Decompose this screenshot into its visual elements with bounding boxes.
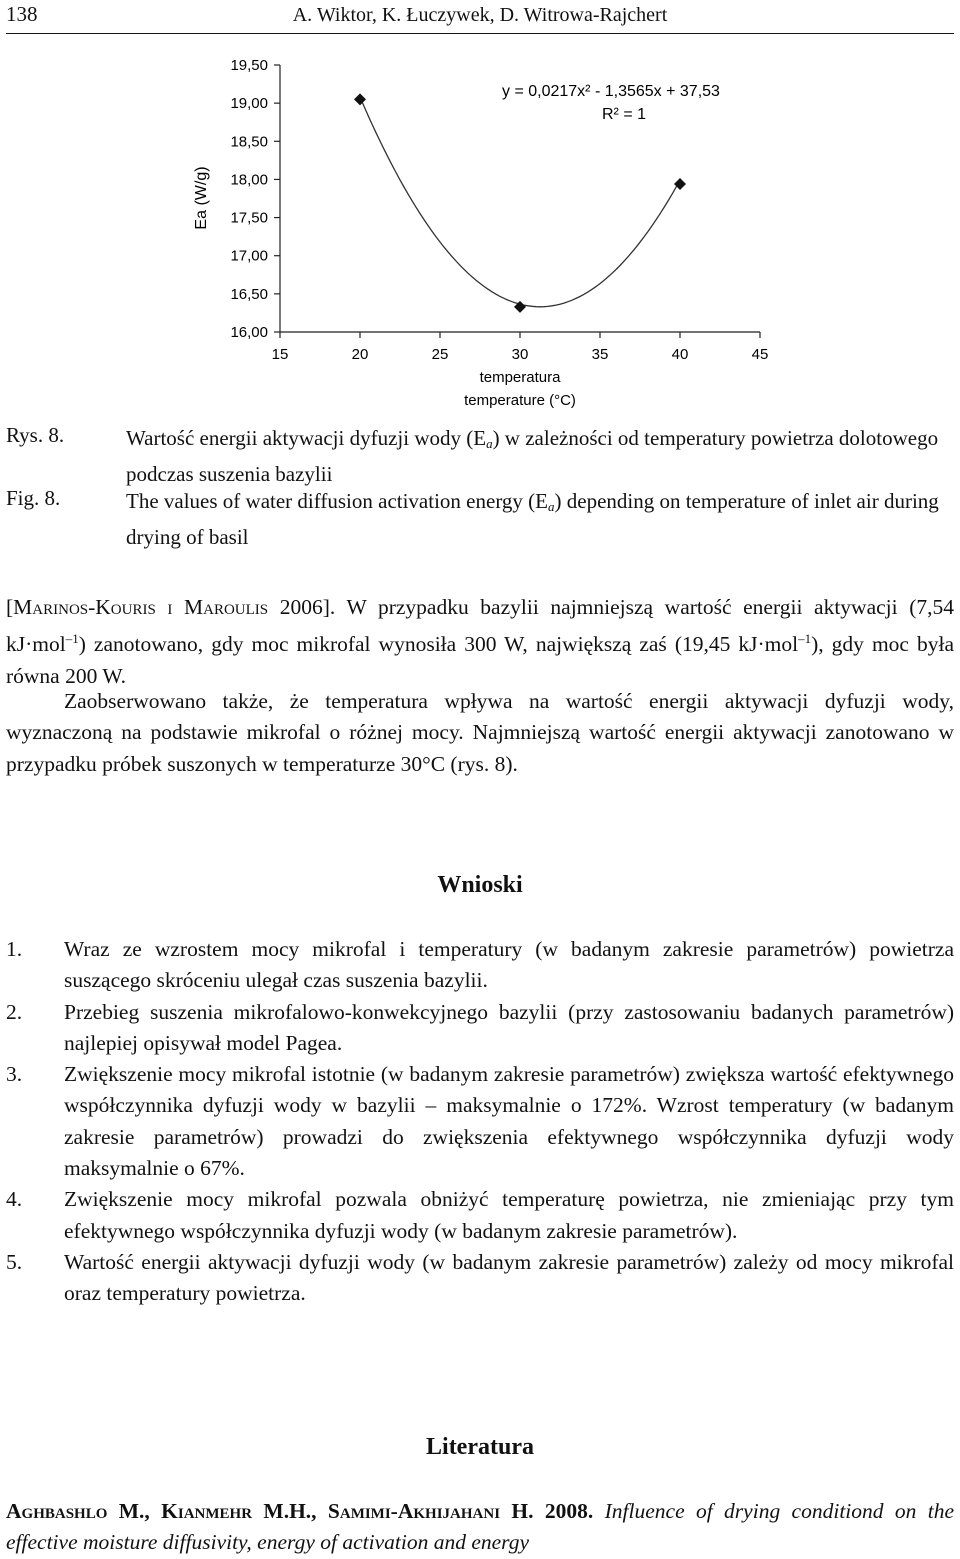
list-item-number: 3. [6,1062,23,1087]
list-item-text: Zwiększenie mocy mikrofal istotnie (w badanym zakresie parametrów) zwiększa wartość efektywnego współczynnika dyfuzji wody w bazylii – maksymalnie o 172%. Wzrost temperatury (w badanym zakresie parametrów) prowadzi do zwiększenia efektywnego współczynnika dyfuzji wody maksymalnie o 67%. [64,1062,954,1181]
x-tick-label: 20 [351,346,369,363]
y-ticks [230,57,280,341]
y-tick-label: 19,00 [230,95,268,113]
caption-pl-label: Rys. 8. [6,423,65,447]
y-tick-label: 17,00 [230,247,268,265]
p1-part-a: W przypadku bazylii najmniejszą wartość energii aktywacji (7,54 kJ·mol [6,595,954,657]
caption-pl-b: ) w zależności od temperatury powietrza dolotowego podczas suszenia bazylii [126,426,939,486]
section-heading-literature: Literatura [426,1434,534,1460]
list-item-text: Wraz ze wzrostem mocy mikrofal i temperatury (w badanym zakresie parametrów) powietrza suszącego skróceniu ulegał czas suszenia bazylii. [64,937,954,993]
citation: [Marinos-Kouris i Maroulis 2006]. [6,595,336,619]
conclusions-list [6,934,954,1310]
body-paragraph-2: Zaobserwowano także, że temperatura wpływa na wartość energii aktywacji dyfuzji wody, wyznaczoną na podstawie mikrofal o różnej mocy. Najmniejszą wartość energii aktywacji zanotowano w przypadku próbek suszonych w temperaturze 30°C (rys. 8). [6,689,954,776]
list-item [6,997,954,1060]
x-axis-label-en: temperature (°C) [464,392,576,409]
list-item-text: Wartość energii aktywacji dyfuzji wody (w badanym zakresie parametrów) zależy od mocy mikrofal oraz temperatury powietrza. [64,1249,954,1306]
reference-entry [6,1496,954,1559]
data-points [354,93,686,312]
list-item-number: 1. [6,937,23,961]
p1-sup-1: –1 [65,631,79,647]
x-ticks [272,332,769,363]
list-item-number: 5. [6,1249,23,1274]
caption-pl-sub: a [486,436,493,451]
y-axis-label: Ea (W/g) [193,166,210,230]
caption-en-b: ) depending on temperature of inlet air during drying of basil [126,489,939,549]
caption-en-a: The values of water diffusion activation energy (E [126,489,548,513]
x-tick-label: 30 [511,346,529,363]
trendline-curve [360,97,680,307]
x-tick-label: 35 [591,346,609,363]
caption-pl-a: Wartość energii aktywacji dyfuzji wody (E [126,426,487,450]
list-item-text: Zwiększenie mocy mikrofal pozwala obniżyć temperaturę powietrza, nie zmieniając przy tym efektywnego współczynnika dyfuzji wody (w badanym zakresie parametrów). [64,1187,954,1243]
list-item [6,1247,954,1310]
x-axis-label-pl: temperatura [479,369,561,386]
trend-equation: y = 0,0217x² - 1,3565x + 37,53 [502,83,720,100]
page-header [0,0,960,36]
page-number: 138 [6,2,38,26]
section-heading-conclusions: Wnioski [437,872,523,898]
list-item [6,934,954,997]
running-authors: A. Wiktor, K. Łuczywek, D. Witrowa-Rajchert [292,4,668,26]
caption-en-text [126,486,954,553]
header-rule [6,33,954,34]
x-tick-label: 15 [271,346,289,363]
p1-sup-2: –1 [798,631,812,647]
list-item-number: 4. [6,1187,23,1212]
list-item [6,1059,954,1184]
trend-r-squared: R² = 1 [602,106,647,123]
y-tick-label: 18,50 [230,133,268,151]
caption-pl-text [126,423,954,490]
x-tick-label: 40 [671,346,689,363]
caption-en-label: Fig. 8. [6,486,61,510]
caption-en-sub: a [548,499,555,514]
x-tick-label: 25 [431,346,449,363]
y-tick-label: 16,50 [230,285,268,303]
y-tick-label: 18,00 [230,171,268,189]
data-point-marker [354,93,366,105]
activation-energy-chart [170,45,790,415]
reference-authors: Aghbashlo M., Kianmehr M.H., Samimi-Akhijahani H. [6,1499,534,1523]
list-item-number: 2. [6,999,23,1024]
y-tick-label: 19,50 [230,57,268,74]
y-tick-label: 17,50 [230,209,268,227]
reference-year: 2008. [533,1499,594,1523]
p1-part-c: ), gdy moc była równa 200 W. [6,632,954,688]
body-paragraph-1 [6,592,954,692]
list-item [6,1184,954,1247]
x-tick-label: 45 [751,346,769,363]
list-item-text: Przebieg suszenia mikrofalowo-konwekcyjnego bazylii (przy zastosowaniu badanych parametrów) najlepiej opisywał model Pagea. [64,999,954,1055]
reference-title: Influence of drying conditiond on the effective moisture diffusivity, energy of activation and energy [6,1499,955,1555]
y-tick-label: 16,00 [230,324,268,341]
p1-part-b: ) zanotowano, gdy moc mikrofal wynosiła 300 W, największą zaś (19,45 kJ·mol [78,632,799,657]
